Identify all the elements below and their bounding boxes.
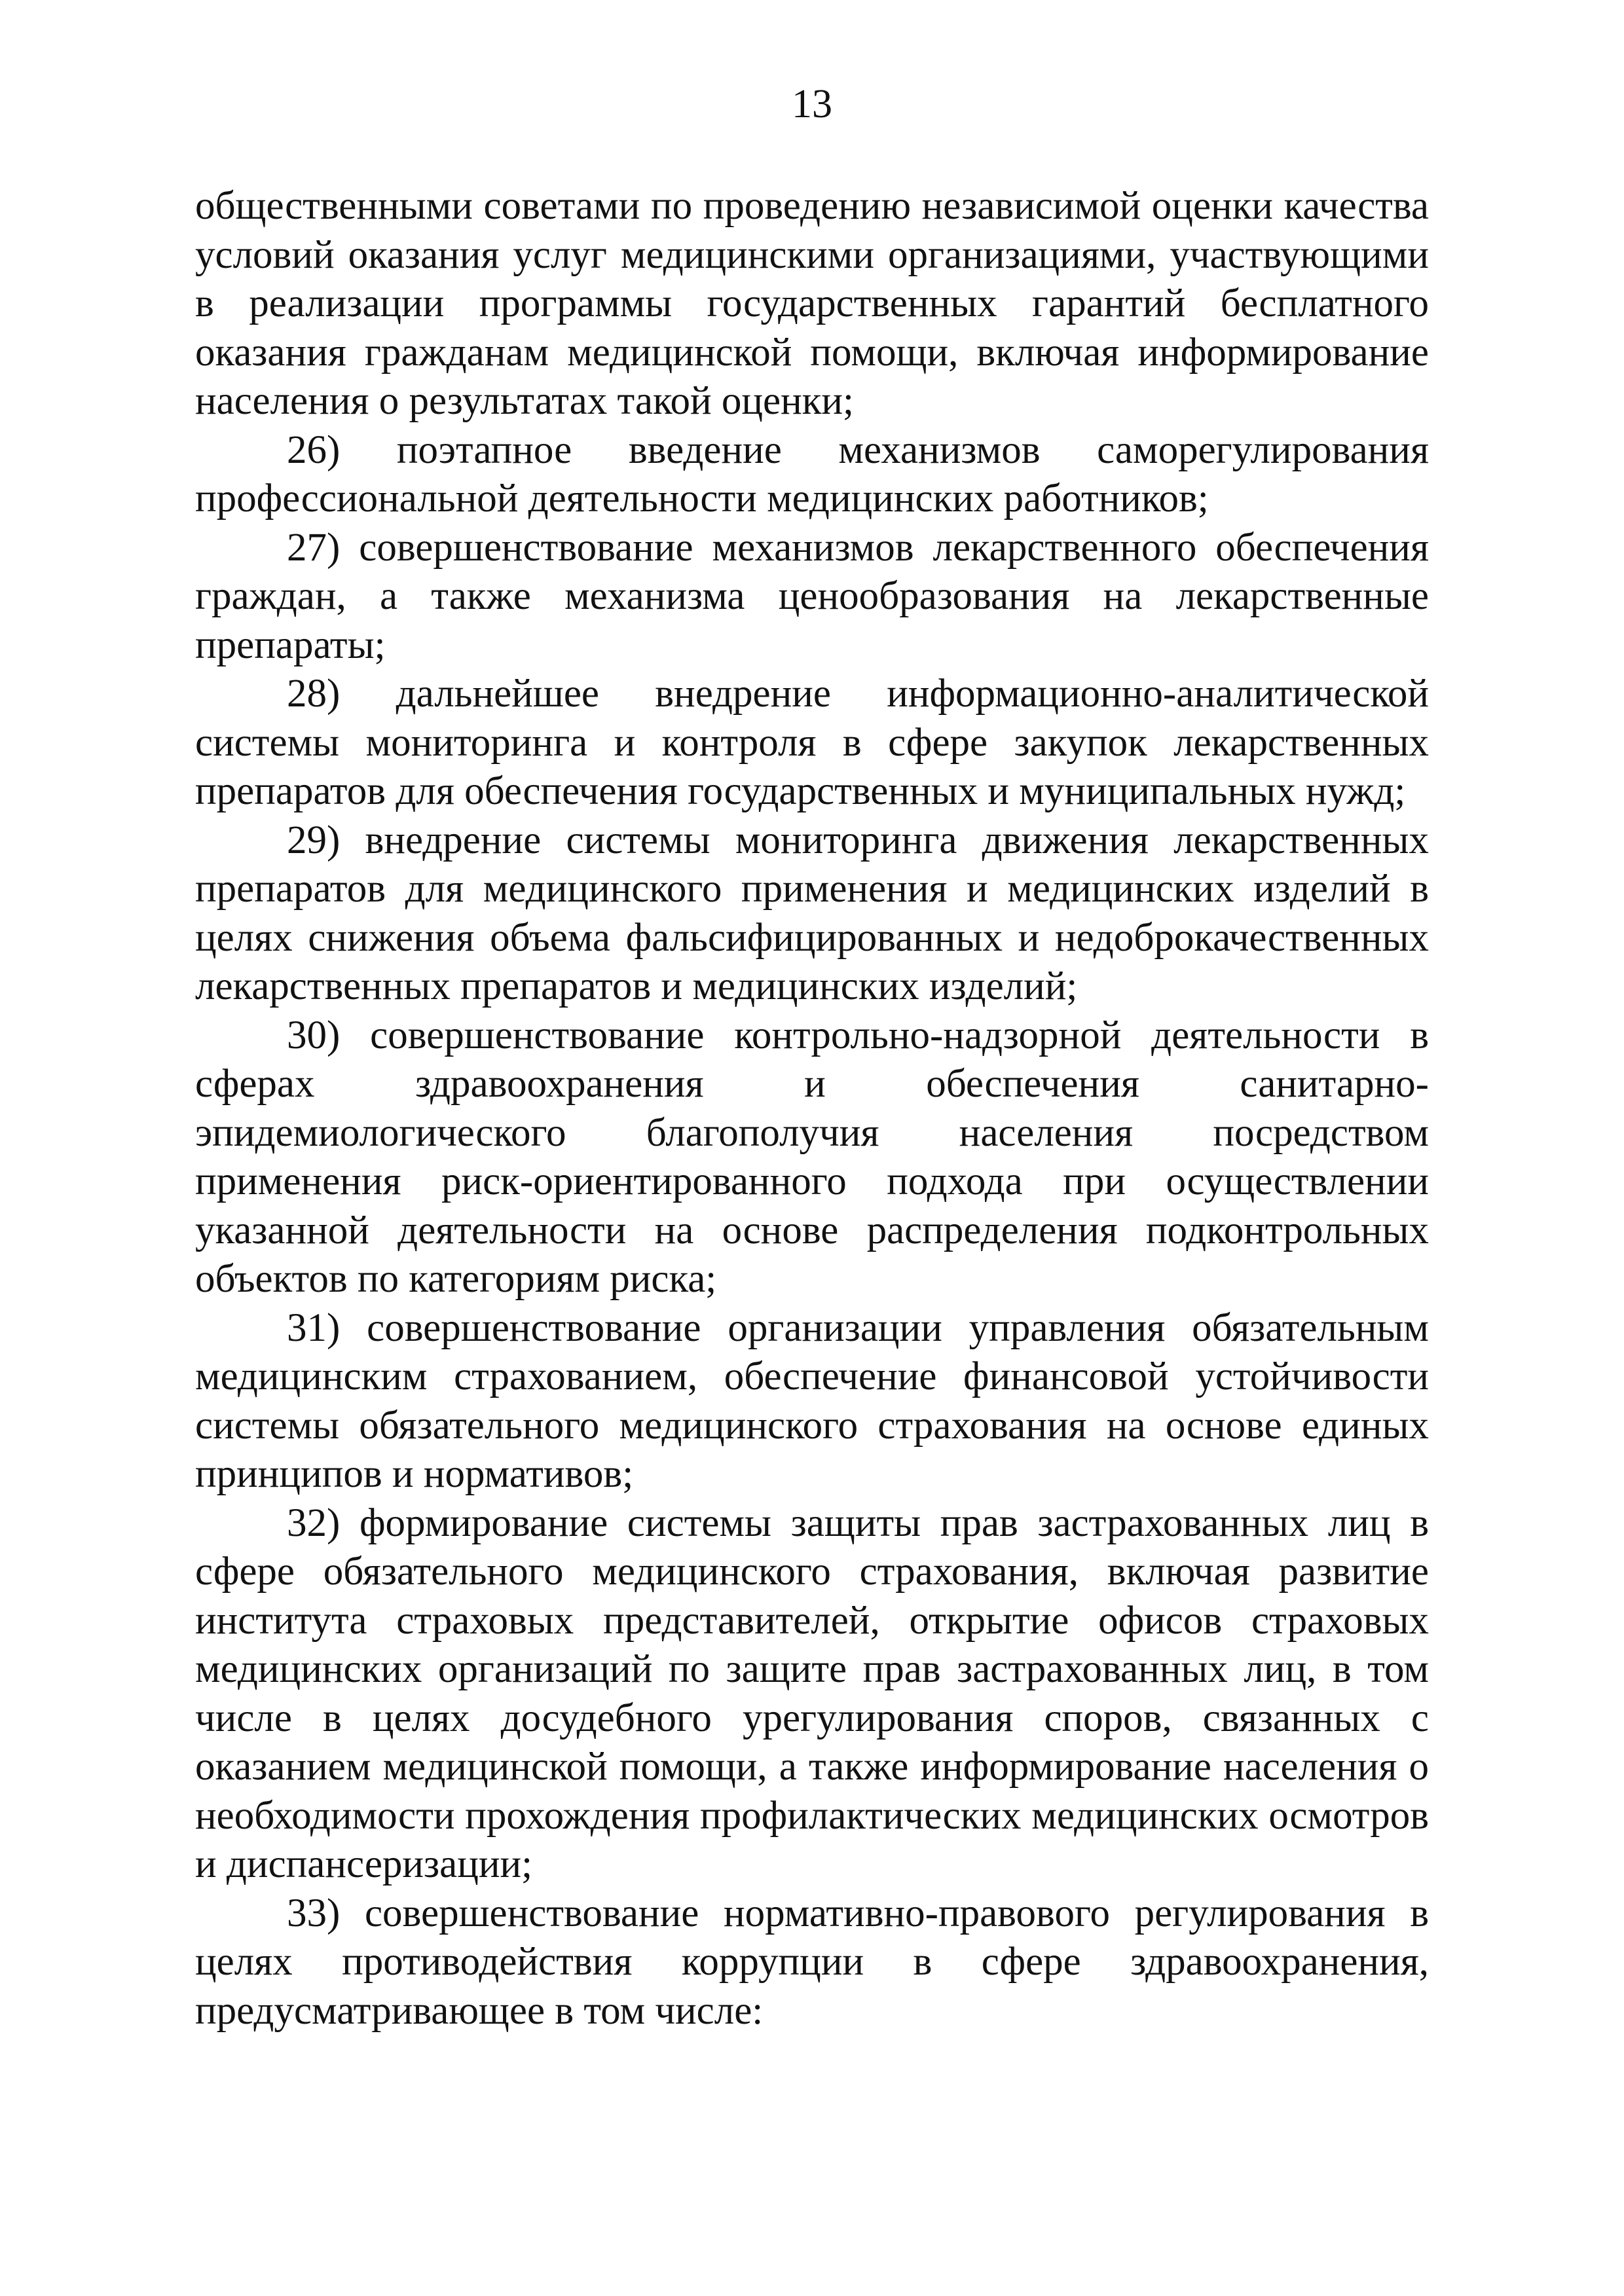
list-item-28: 28) дальнейшее внедрение информационно-аналитической системы мониторинга и контроля в сфере закупок лекарственных препаратов для обеспечения государственных и муниципальных нужд; bbox=[195, 672, 1429, 813]
list-item-26: 26) поэтапное введение механизмов саморегулирования профессиональной деятельности медицинских работников; bbox=[195, 428, 1429, 520]
list-item-29: 29) внедрение системы мониторинга движения лекарственных препаратов для медицинского применения и медицинских изделий в целях снижения объема фальсифицированных и недоброкачественных лекарственных препаратов и медицинских изделий; bbox=[195, 818, 1429, 1008]
list-item-27: 27) совершенствование механизмов лекарственного обеспечения граждан, а также механизма ценообразования на лекарственные препараты; bbox=[195, 525, 1429, 667]
paragraph-continuation: общественными советами по проведению независимой оценки качества условий оказания услуг медицинскими организациями, участвующими в реализации программы государственных гарантий бесплатного оказания гражданам медицинской помощи, включая информирование населения о результатах такой оценки; bbox=[195, 184, 1429, 423]
page-number: 13 bbox=[792, 82, 832, 126]
list-item-31: 31) совершенствование организации управления обязательным медицинским страхованием, обеспечение финансовой устойчивости системы обязательного медицинского страхования на основе единых принципов и нормативов; bbox=[195, 1305, 1429, 1496]
document-body bbox=[195, 182, 1429, 2035]
list-item-30: 30) совершенствование контрольно-надзорной деятельности в сферах здравоохранения и обеспечения санитарно-эпидемиологического благополучия населения посредством применения риск-ориентированного подхода при осуществлении указанной деятельности на основе распределения подконтрольных объектов по категориям риска; bbox=[195, 1013, 1429, 1301]
list-item-33: 33) совершенствование нормативно-правового регулирования в целях противодействия коррупции в сфере здравоохранения, предусматривающее в том числе: bbox=[195, 1891, 1429, 2033]
list-item-32: 32) формирование системы защиты прав застрахованных лиц в сфере обязательного медицинского страхования, включая развитие института страховых представителей, открытие офисов страховых медицинских организаций по защите прав застрахованных лиц, в том числе в целях досудебного урегулирования споров, связанных с оказанием медицинской помощи, а также информирование населения о необходимости прохождения профилактических медицинских осмотров и диспансеризации; bbox=[195, 1501, 1429, 1886]
